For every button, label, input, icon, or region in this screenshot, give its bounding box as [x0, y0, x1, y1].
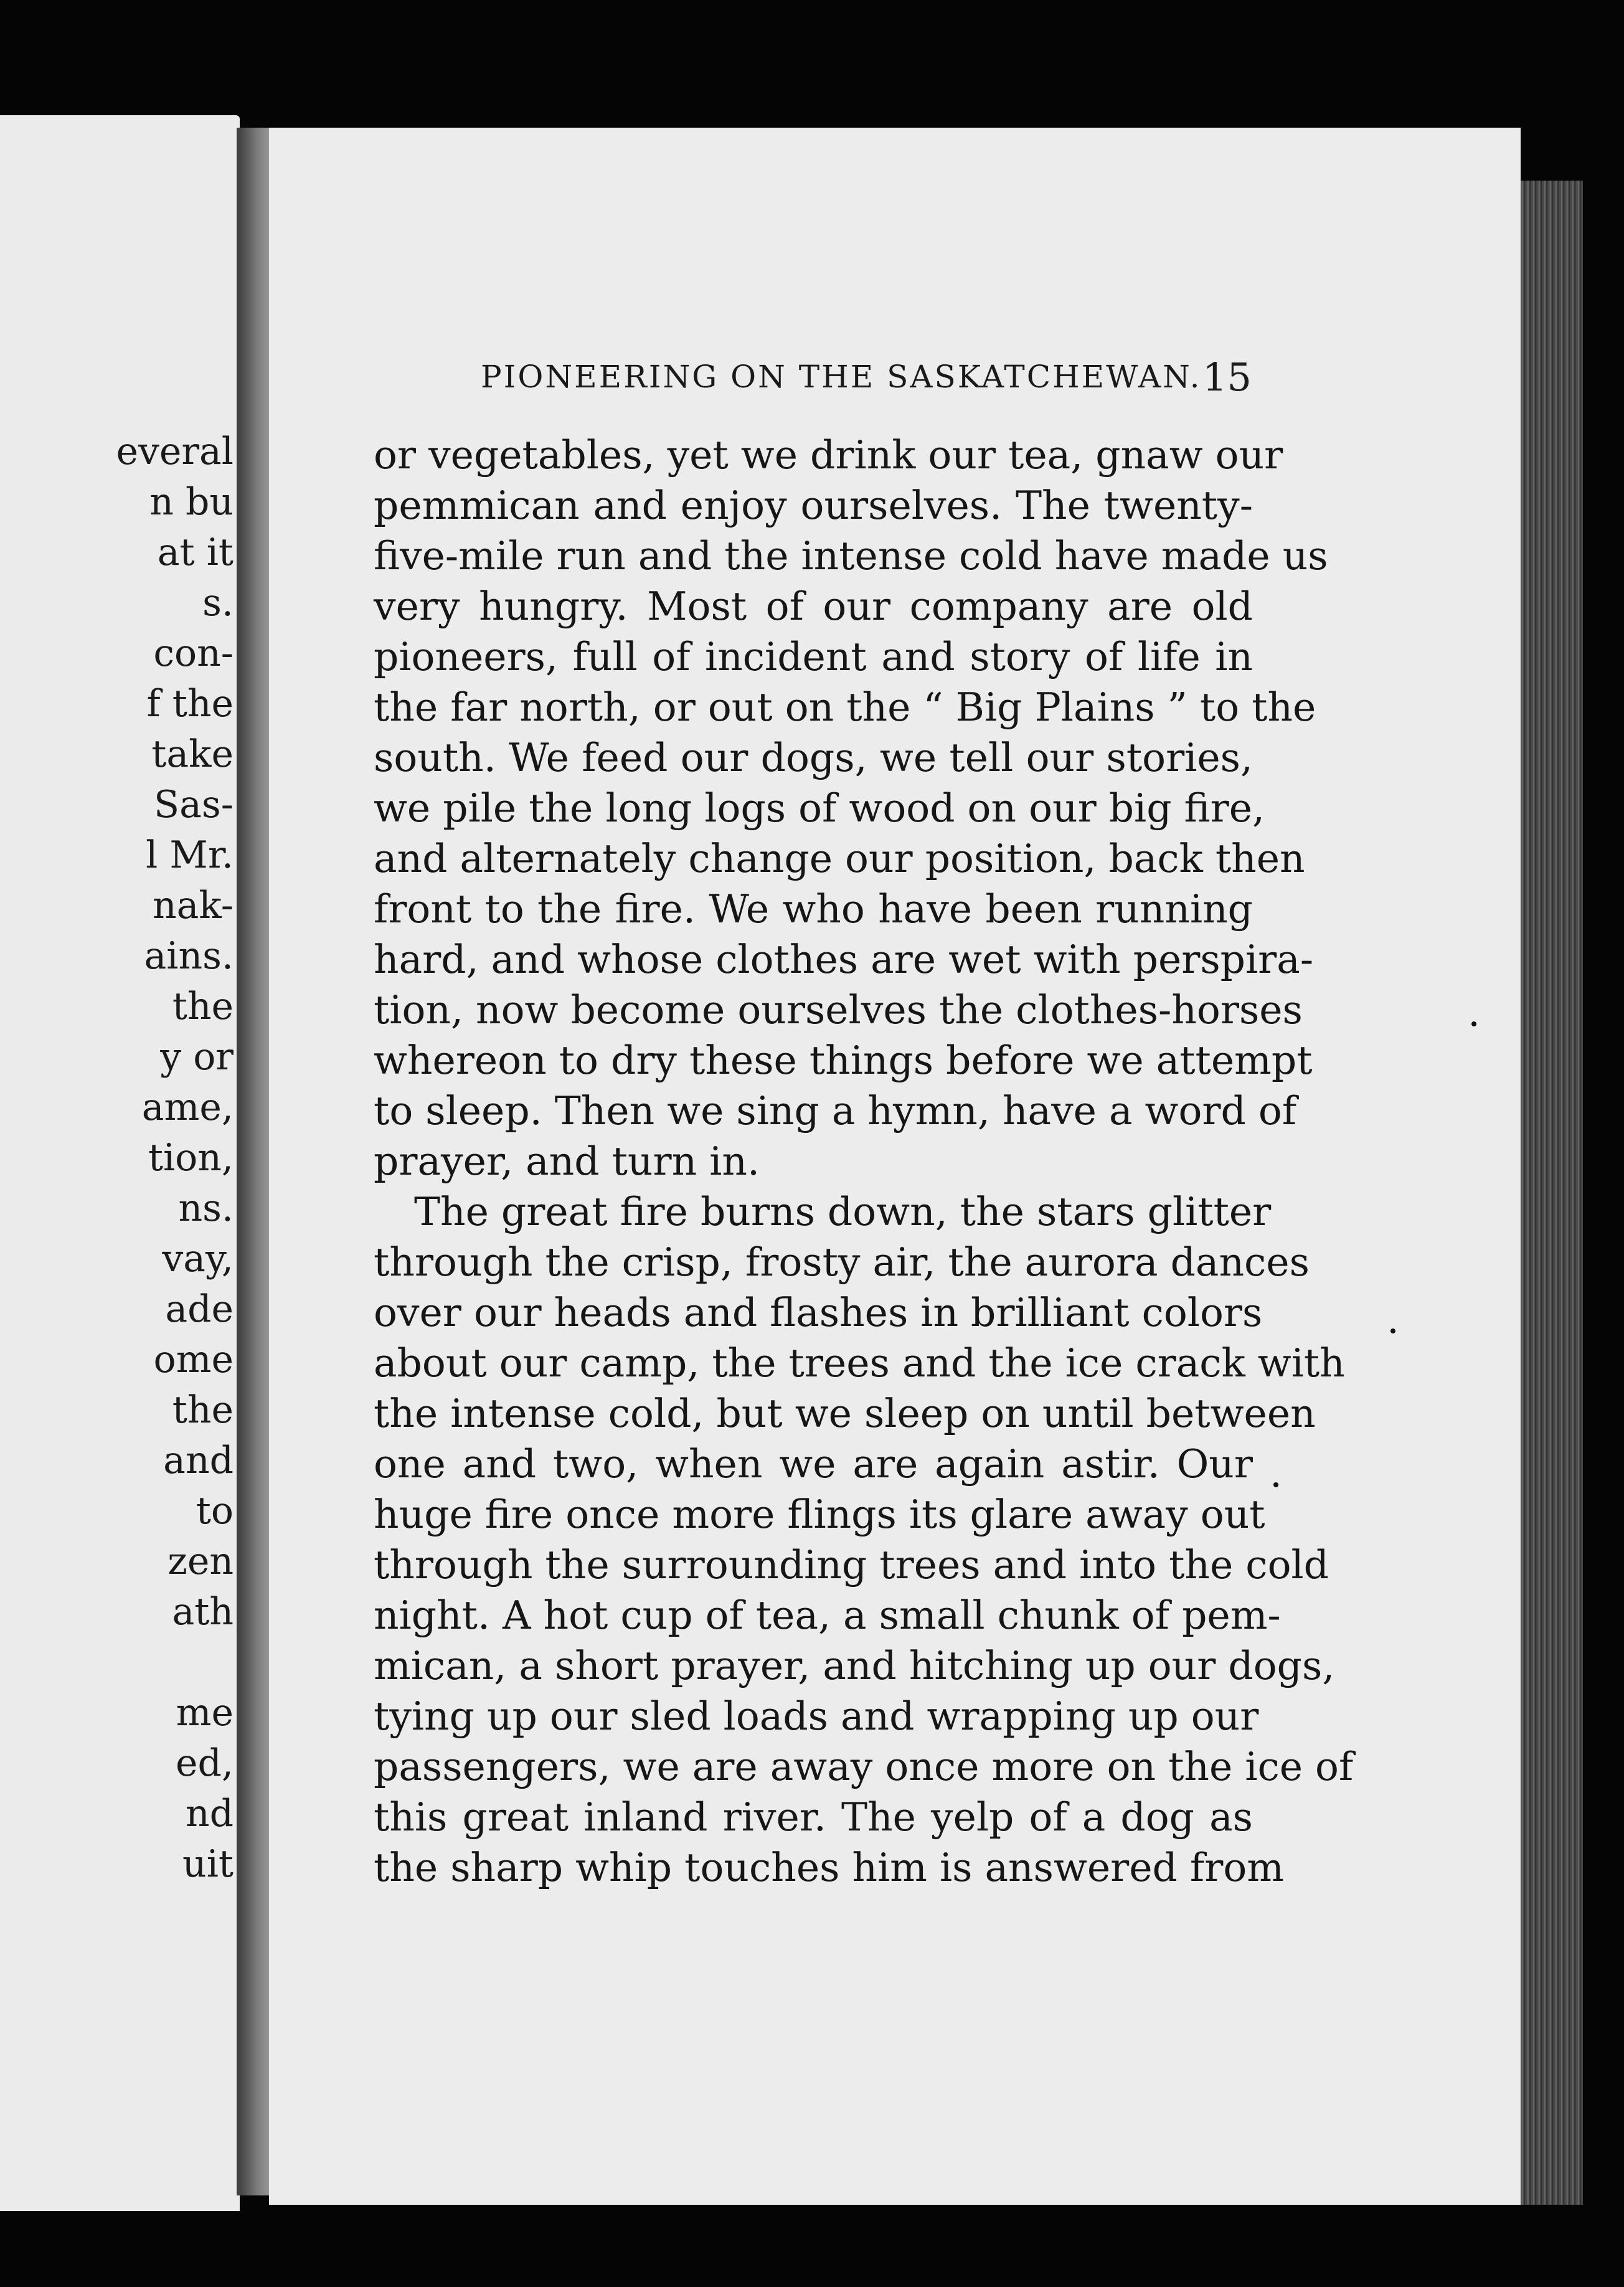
- left-page-fragment: zen: [168, 1540, 234, 1583]
- text-line: through the surrounding trees and into the cold: [374, 1542, 1329, 1588]
- text-line: pemmican and enjoy ourselves. The twenty-: [374, 483, 1253, 528]
- text-line: tion, now become ourselves the clothes-horses: [374, 987, 1303, 1033]
- text-line: we pile the long logs of wood on our big fire,: [374, 785, 1265, 831]
- left-page-fragment: me: [176, 1691, 234, 1735]
- text-line: the intense cold, but we sleep on until between: [374, 1391, 1316, 1436]
- left-page-fragment: ath: [172, 1590, 234, 1634]
- left-page-fragment: con-: [153, 632, 234, 675]
- left-page-fragment: nd: [185, 1792, 234, 1835]
- text-line: one and two, when we are again astir. Our: [374, 1441, 1253, 1487]
- left-page-fragment: f the: [146, 682, 234, 726]
- left-page-fragment: ed,: [176, 1741, 234, 1785]
- paragraph-1: [374, 430, 1328, 1186]
- body-text: [374, 430, 1354, 1893]
- text-line: night. A hot cup of tea, a small chunk of pem-: [374, 1593, 1281, 1638]
- text-line: five-mile run and the intense cold have made us: [374, 533, 1328, 579]
- left-page-fragment: Sas-: [154, 783, 234, 826]
- left-page-fragment: ame,: [141, 1086, 234, 1129]
- left-page-fragment: l Mr.: [146, 833, 234, 877]
- left-page-fragment: everal: [116, 430, 234, 473]
- paragraph-2: [374, 1186, 1354, 1893]
- text-line: hard, and whose clothes are wet with perspira-: [374, 937, 1314, 982]
- left-page-fragment: vay,: [162, 1237, 234, 1281]
- ink-speck: [1471, 1021, 1476, 1026]
- text-line: about our camp, the trees and the ice crack with: [374, 1340, 1345, 1386]
- text-line: whereon to dry these things before we attempt: [374, 1038, 1313, 1083]
- text-line: pioneers, full of incident and story of life in: [374, 634, 1253, 679]
- left-page-fragment: to: [196, 1489, 234, 1533]
- left-page-fragment: y or: [160, 1035, 234, 1079]
- text-line: huge fire once more flings its glare away out: [374, 1492, 1265, 1537]
- text-line: over our heads and flashes in brilliant colors: [374, 1290, 1263, 1335]
- text-line: the sharp whip touches him is answered from: [374, 1845, 1284, 1890]
- left-page-fragment: and: [163, 1439, 234, 1482]
- text-line: or vegetables, yet we drink our tea, gnaw our: [374, 432, 1283, 478]
- text-line: very hungry. Most of our company are old: [374, 584, 1253, 629]
- text-line: the far north, or out on the “ Big Plains ” to the: [374, 684, 1316, 730]
- text-line: through the crisp, frosty air, the aurora dances: [374, 1239, 1310, 1285]
- text-line: tying up our sled loads and wrapping up our: [374, 1693, 1259, 1739]
- left-page-fragment: take: [151, 732, 234, 776]
- text-line: this great inland river. The yelp of a dog as: [374, 1794, 1253, 1840]
- page-number: 15: [1202, 354, 1252, 400]
- left-page-fragment: the: [172, 985, 234, 1028]
- left-page-fragment: tion,: [148, 1136, 234, 1180]
- left-page-fragment: s.: [202, 581, 234, 625]
- left-page: [0, 115, 240, 2211]
- left-page-fragment: n bu: [149, 480, 234, 524]
- ink-speck: [1273, 1482, 1278, 1487]
- left-page-fragment: uit: [182, 1842, 234, 1886]
- text-line: The great fire burns down, the stars glitter: [414, 1189, 1272, 1234]
- text-line: south. We feed our dogs, we tell our stories,: [374, 735, 1253, 780]
- text-line: prayer, and turn in.: [374, 1139, 760, 1184]
- left-page-fragment: the: [172, 1388, 234, 1432]
- ink-speck: [1390, 1328, 1395, 1333]
- text-line: passengers, we are away once more on the ice of: [374, 1744, 1354, 1789]
- left-page-fragment: ade: [165, 1287, 234, 1331]
- text-line: front to the fire. We who have been running: [374, 886, 1253, 932]
- page-edges: [1521, 181, 1583, 2205]
- text-line: to sleep. Then we sing a hymn, have a word of: [374, 1088, 1297, 1134]
- text-line: and alternately change our position, back then: [374, 836, 1305, 881]
- left-page-fragment: ns.: [178, 1186, 234, 1230]
- left-page-fragment: nak-: [153, 884, 234, 927]
- text-line: mican, a short prayer, and hitching up our dogs,: [374, 1643, 1335, 1688]
- left-page-fragment: ains.: [144, 934, 234, 978]
- left-page-fragment: ome: [153, 1338, 234, 1381]
- running-head-title: PIONEERING ON THE SASKATCHEWAN.: [481, 359, 1202, 395]
- left-page-fragment: at it: [157, 531, 234, 574]
- running-head: [481, 355, 1252, 399]
